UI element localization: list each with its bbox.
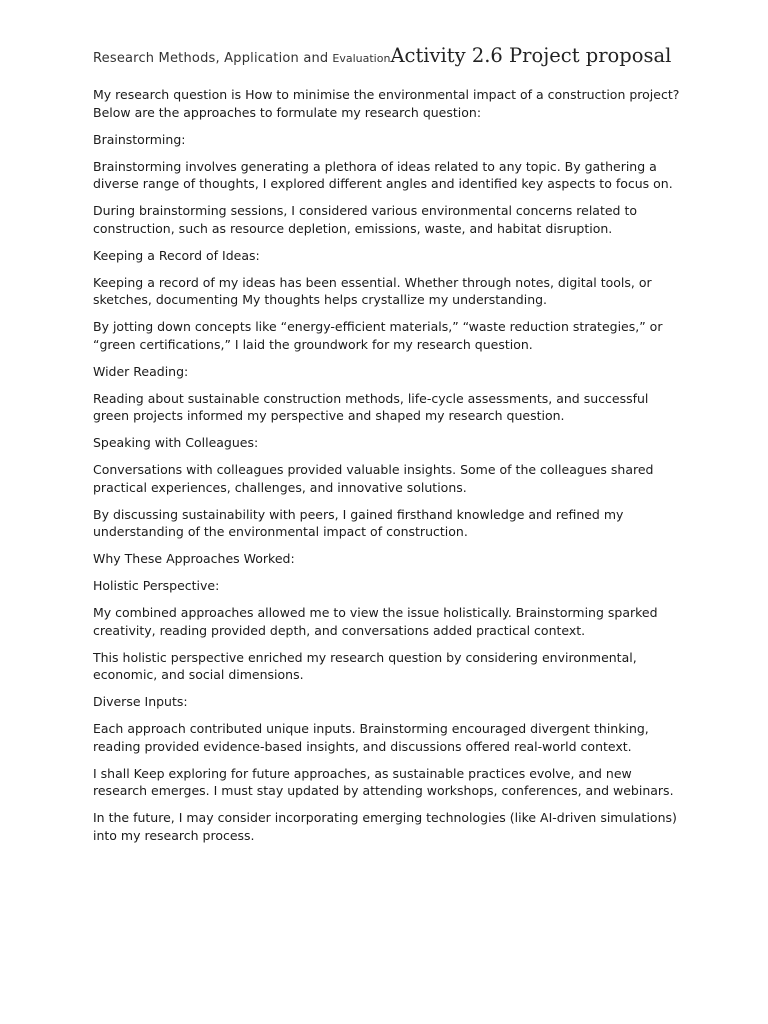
document-body [93,86,683,854]
section-heading-why: Why These Approaches Worked: [93,551,295,566]
paragraph: I shall Keep exploring for future approaches, as sustainable practices evolve, and new research emerges. I must stay updated by attending workshops, conferences, and webinars. [93,765,674,798]
section-heading-wider-reading: Wider Reading: [93,363,189,379]
paragraph: By discussing sustainability with peers, I gained firsthand knowledge and refined my understanding of the environmental impact of construction. [93,506,624,539]
paragraph: My combined approaches allowed me to view the issue holistically. Brainstorming sparked creativity, reading provided depth, and conversations added practical context. [93,605,658,638]
paragraph: Reading about sustainable construction methods, life-cycle assessments, and successful green projects informed my perspective and shaped my research question. [93,390,649,423]
section-heading-holistic: Holistic Perspective: [93,578,220,593]
paragraph: Conversations with colleagues provided valuable insights. Some of the colleagues shared practical experiences, challenges, and innovative solutions. [93,462,654,495]
paragraph: This holistic perspective enriched my research question by considering environmental, economic, and social dimensions. [93,649,637,682]
page-header [93,44,693,67]
paragraph: Keeping a record of my ideas has been essential. Whether through notes, digital tools, or sketches, documenting My thoughts helps crystallize my understanding. [93,274,652,307]
course-name: Research Methods, Application and [93,51,329,66]
section-heading-colleagues: Speaking with Colleagues: [93,435,259,450]
paragraph: By jotting down concepts like “energy-efficient materials,” “waste reduction strategies,” or “green certifications,” I laid the groundwork for my research question. [93,319,663,352]
paragraph: Each approach contributed unique inputs. Brainstorming encouraged divergent thinking, reading provided evidence-based insights, and discussions offered real-world context. [93,721,649,754]
section-heading-diverse: Diverse Inputs: [93,694,188,709]
section-heading-record: Keeping a Record of Ideas: [93,247,260,263]
course-name-tail: Evaluation [332,52,391,65]
activity-title: Activity 2.6 Project proposal [390,44,672,67]
paragraph: During brainstorming sessions, I considered various environmental concerns related to construction, such as resource depletion, emissions, waste, and habitat disruption. [93,203,637,236]
paragraph: In the future, I may consider incorporating emerging technologies (like AI-driven simulations) into my research process. [93,810,677,843]
intro-paragraph: My research question is How to minimise the environmental impact of a construction project? Below are the approaches to formulate my research question: [93,87,680,120]
paragraph: Brainstorming involves generating a plethora of ideas related to any topic. By gathering a diverse range of thoughts, I explored different angles and identified key aspects to focus on. [93,158,673,191]
section-heading-brainstorming: Brainstorming: [93,131,186,147]
